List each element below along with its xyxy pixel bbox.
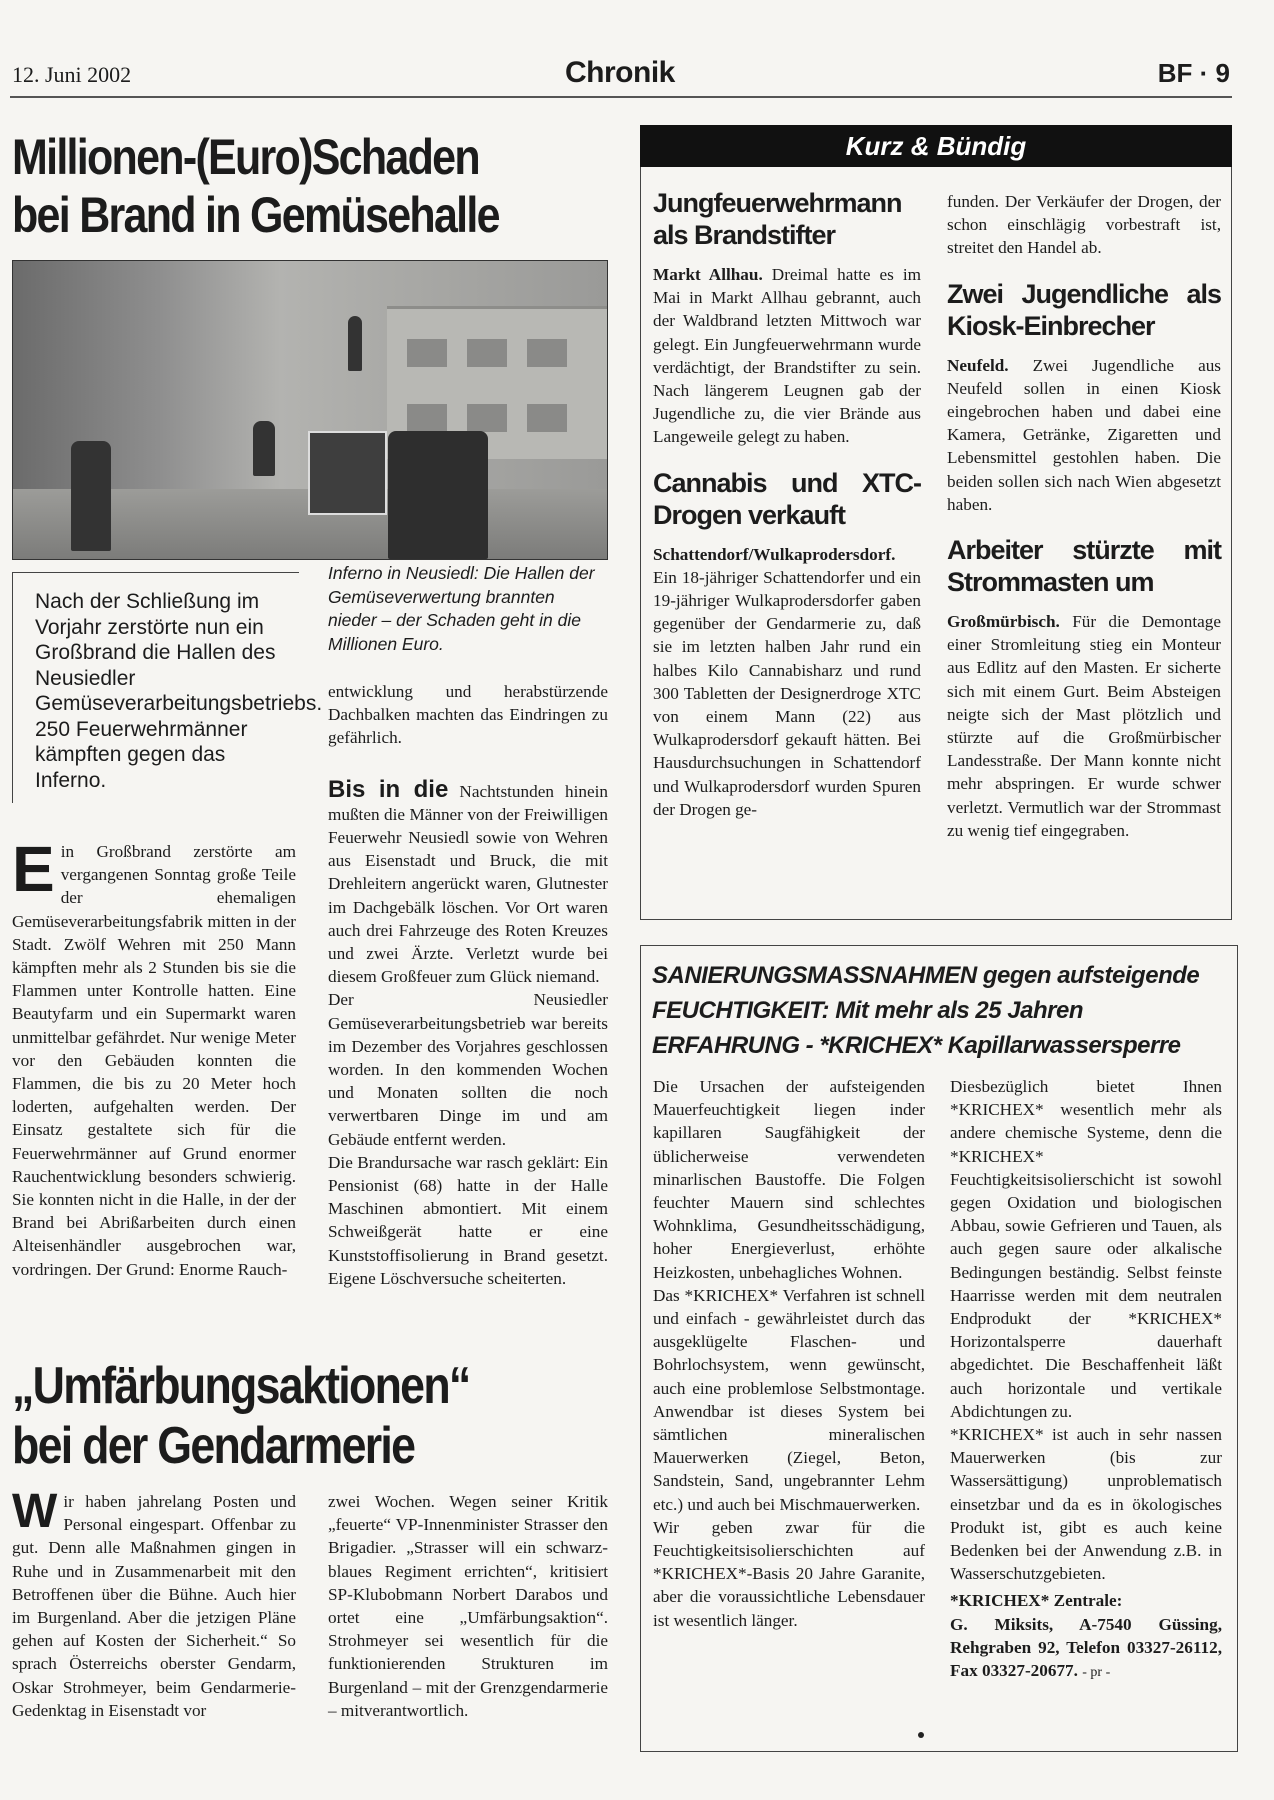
body-text: zwei Wochen. Wegen seiner Kritik „feuerte“ VP-Innenminister Strasser den Brigadier. „Strasser will ein schwarz-blaues Regiment errichten“, kritisiert SP-Klubobmann Norbert Darabos und ortet eine „Umfärbungsaktion“. Strohmeyer sei wesentlich für die funktionierenden Strukturen im Burgenland – mit der Grenzgendarmerie – mitverantwortlich. xyxy=(328,1492,608,1720)
kurz-column-1 xyxy=(653,167,921,821)
contact-text: G. Miksits, A-7540 Güssing, Rehgraben 92, Telefon 03327-26112, Fax 03327-20677. xyxy=(950,1614,1222,1681)
article1-column-1 xyxy=(12,833,296,1281)
dropcap: W xyxy=(12,1485,58,1538)
body-text: *KRICHEX* ist auch in sehr nassen Mauerwerken (bis zur Wassersättigung) unproblematisch einsetzbar und da es in ökologisches Produkt ist, gibt es auch keine Bedenken bei der Anwendung z.B. in Wasserschutzgebieten. xyxy=(950,1425,1222,1584)
kurz-buendig-title: Kurz & Bündig xyxy=(640,125,1232,167)
body-text: funden. Der Verkäufer der Drogen, der schon einschlägig vorbestraft ist, streitet den Handel ab. xyxy=(947,192,1221,258)
advertorial-headline xyxy=(652,958,1232,1063)
section-title: Chronik xyxy=(565,56,675,89)
body-text: Dreimal hatte es im Mai in Markt Allhau gebrannt, auch der Waldbrand letzten Mittwoch war gelegt. Ein Jungfeuerwehrmann wurde verdächtigt, der Brandstifter zu sein. Nach längerem Leugnen gab der Jugendliche zu, die vier Brände aus Langeweile gelegt zu haben. xyxy=(653,265,921,447)
headline-line: SANIERUNGSMASSNAHMEN gegen aufsteigende xyxy=(652,962,1200,989)
issue-date: 12. Juni 2002 xyxy=(12,62,132,87)
body-text: Die Ursachen der aufsteigenden Mauerfeuchtigkeit liegen inder kapillaren Saugfähigkeit der üblicherweise verwendeten minarlischen Baustoffe. Die Folgen feuchter Mauern sind schlechtes Wohnklima, Gesundheitsschädigung, hoher Energieverlust, erhöhte Heizkosten, unbehagliches Wohnen. xyxy=(653,1077,925,1282)
kurz-column-2 xyxy=(947,190,1221,842)
news-headline: Cannabis und XTC-Drogen verkauft xyxy=(653,467,921,530)
dateline: Markt Allhau. xyxy=(653,265,763,284)
advertorial-column-2 xyxy=(950,1075,1222,1684)
dateline: Neufeld. xyxy=(947,355,1009,375)
headline-line: bei der Gendarmerie xyxy=(12,1417,415,1475)
article2-column-2 xyxy=(328,1490,608,1722)
run-in-heading: Bis in die xyxy=(328,775,449,803)
article1-headline xyxy=(12,128,499,244)
dateline: Großmürbisch. xyxy=(947,612,1060,632)
body-text: ir haben jahrelang Posten und Personal eingespart. Offenbar zu gut. Denn alle Maßnahmen gingen in Ruhe und in Zusammenarbeit mit den Betroffenen über die Bühne. Auch hier im Burgenland. Aber die jetzigen Pläne gehen auf Kosten der Sicherheit.“ So sprach Österreichs oberster Gendarm, Oskar Strohmeyer, beim Gendarmerie-Gedenktag in Eisenstadt vor xyxy=(12,1492,296,1720)
headline-line: FEUCHTIGKEIT: Mit mehr als 25 Jahren xyxy=(652,997,1083,1024)
body-text: Die Brandursache war rasch geklärt: Ein Pensionist (68) hatte in der Halle Maschinen abmontiert. Mit einem Schweißgerät hatte er eine Kunststoffisolierung in Brand gesetzt. Eigene Löschversuche scheiterten. xyxy=(328,1152,608,1288)
headline-line: ERFAHRUNG - *KRICHEX* Kapillarwassersperre xyxy=(652,1032,1181,1059)
body-text: Ein 18-jähriger Schattendorfer und ein 19-jähriger Wulkaprodersdorfer gaben gegenüber der Gendarmerie zu, daß sie im letzten halben Jahr rund ein halbes Kilo Cannabisharz und rund 300 Tabletten der Designerdroge XTC von einem Mann (22) aus Wulkaprodersdorf gekauft hätten. Bei Hausdurchsuchungen in Schattendorf und Wulkaprodersdorf wurden Spuren der Drogen ge- xyxy=(653,567,921,819)
headline-line: Millionen-(Euro)Schaden xyxy=(12,129,479,185)
body-text: Diesbezüglich bietet Ihnen *KRICHEX* wesentlich mehr als andere chemische Systeme, denn die *KRICHEX* Feuchtigkeitsisolierschicht ist sowohl gegen Oxidation und biologischen Abbau, sowie Gefrieren und Tauen, als auch gegen saure oder alkalische Bedingungen beständig. Selbst feinste Haarrisse werden mit dem neutralen Endprodukt der *KRICHEX* Horizontalsperre dauerhaft abgedichtet. Die Beschaffenheit läßt auch horizontale und vertikale Abdichtungen zu. xyxy=(950,1077,1222,1421)
body-text: Das *KRICHEX* Verfahren ist schnell und einfach - gewährleistet durch das ausgeklügelte Flaschen- und Bohrlochsystem, wenn gewünscht, auch eine problemlose Selbstmontage. Anwendbar ist dieses System bei sämtlichen mineralischen Mauerwerken (Ziegel, Beton, Sandstein, Sand, ungebrannter Lehm etc.) und auch bei Mischmauerwerken. xyxy=(653,1285,925,1514)
body-text: Nachtstunden hinein mußten die Männer von der Freiwilligen Feuerwehr Neusiedl sowie von Wehren aus Eisenstadt und Bruck, die mit Drehleitern angerückt waren, Glutnester im Dachgebälk löschen. Vor Ort waren auch drei Fahrzeuge des Roten Kreuzes und zwei Ärzte. Verletzt wurde bei diesem Großfeuer zum Glück niemand. xyxy=(328,781,608,987)
bullet-dot xyxy=(918,1732,924,1738)
advertorial-column-1 xyxy=(653,1075,925,1632)
body-text: in Großbrand zerstörte am vergangenen Sonntag große Teile der ehemaligen Gemüseverarbeitungsfabrik mitten in der Stadt. Zwölf Wehren mit 250 Mann kämpften mehr als 2 Stunden bis sie die Flammen unter Kontrolle hatten. Eine Beautyfarm und ein Supermarkt waren unmittelbar gefährdet. Nur wenige Meter vor den Gebäuden konnten die Flammen, die bis zu 20 Meter hoch loderten, aufgehalten werden. Der Einsatz gestaltete sich für die Feuerwehrmänner auf Grund enormer Rauchentwicklung besonders schwierig. Sie konnten nicht in die Halle, in der der Brand bei Abrißarbeiten durch einen Alteisenhändler ausgebrochen war, vordringen. Der Grund: Enorme Rauch- xyxy=(12,842,296,1279)
signature: - pr - xyxy=(1082,1665,1111,1681)
body-text: Der Neusiedler Gemüseverarbeitungsbetrieb war bereits im Dezember des Vorjahres geschlossen worden. In den kommenden Wochen und Monaten sollten die noch verwertbaren Dinge im und am Gebäude entfernt werden. xyxy=(328,990,608,1149)
body-text: Wir geben zwar für die Feuchtigkeitsisolierschichten auf *KRICHEX*-Basis 20 Jahre Garanite, aber die voraussichtliche Lebensdauer ist wesentlich länger. xyxy=(653,1517,925,1630)
body-text: Zwei Jugendliche aus Neufeld sollen in einen Kiosk eingebrochen haben und dabei eine Kamera, Getränke, Zigaretten und Lebensmittel gestohlen haben. Die beiden sollen sich nach Wien abgesetzt haben. xyxy=(947,355,1221,514)
fire-photo xyxy=(12,260,608,560)
article1-column-2 xyxy=(328,680,608,1290)
photo-caption: Inferno in Neusiedl: Die Hallen der Gemüseverwertung brannten nieder – der Schaden geht in die Millionen Euro. xyxy=(328,563,595,654)
body-text: Für die Demontage einer Stromleitung stieg ein Monteur aus Edlitz auf den Masten. Er sicherte sich mit einem Gurt. Beim Absteigen neigte sich der Mast plötzlich und stürzte auf die Großmürbischer Landesstraße. Der Mann konnte nicht mehr abspringen. Er wurde schwer verletzt. Vermutlich war der Strommast zu wenig tief eingegraben. xyxy=(947,612,1221,840)
news-headline: Arbeiter stürzte mit Strommasten um xyxy=(947,535,1221,598)
dropcap: E xyxy=(12,833,55,905)
page-number: BF · 9 xyxy=(1157,58,1230,88)
header-rule xyxy=(10,96,1232,98)
headline-line: bei Brand in Gemüsehalle xyxy=(12,187,499,243)
article2-column-1 xyxy=(12,1485,296,1722)
article2-headline xyxy=(12,1356,470,1476)
news-headline: Zwei Jugendliche als Kiosk-Einbrecher xyxy=(947,278,1221,341)
body-text: entwicklung und herabstürzende Dachbalken machten das Eindringen zu gefährlich. xyxy=(328,682,608,748)
contact-address xyxy=(950,1613,1222,1685)
photo-fire-truck xyxy=(308,431,387,515)
headline-line: „Umfärbungsaktionen“ xyxy=(12,1357,470,1415)
article1-lead: Nach der Schließung im Vorjahr zerstörte nun ein Großbrand die Hallen des Neusiedler Gemüseverarbeitungsbetriebs. 250 Feuerwehrmänner kämpften gegen das Inferno. xyxy=(12,572,299,803)
news-headline: Jungfeuerwehrmann als Brandstifter xyxy=(653,188,902,250)
contact-title: *KRICHEX* Zentrale: xyxy=(950,1591,1123,1611)
dateline: Schattendorf/Wulkaprodersdorf. xyxy=(653,544,896,564)
